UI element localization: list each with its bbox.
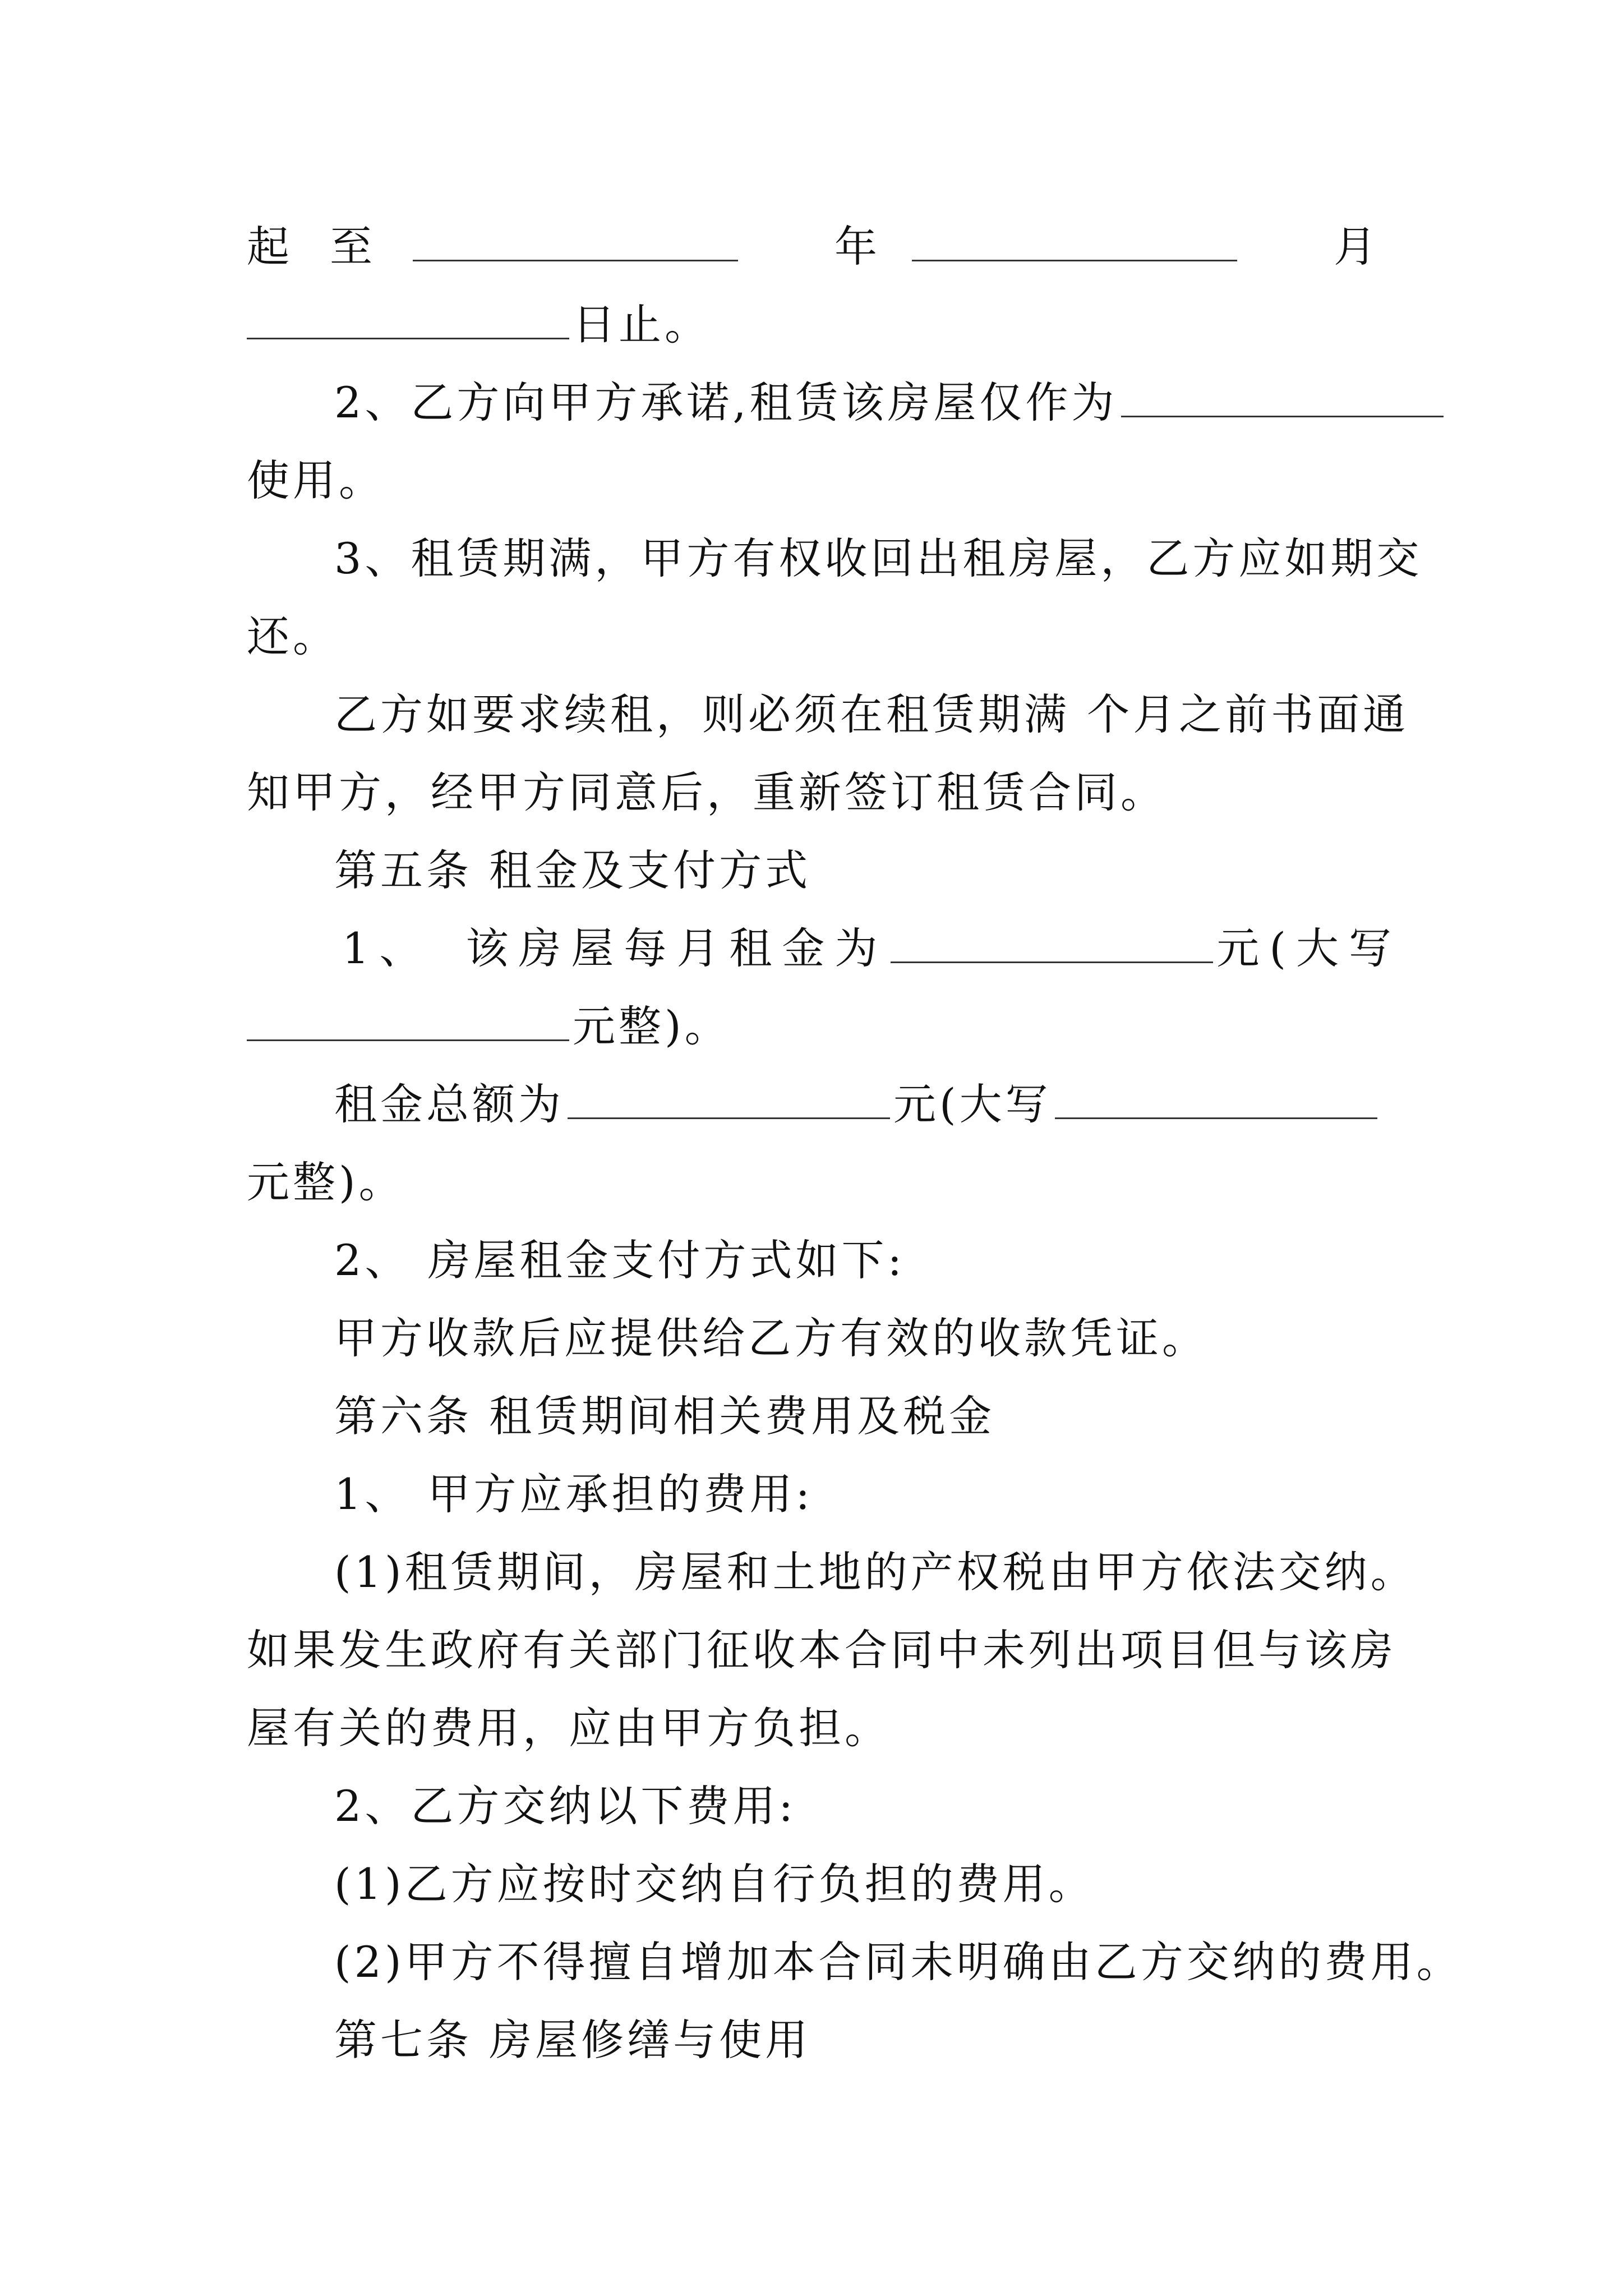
total-rent-text: 租金总额为 [334, 1079, 564, 1129]
monthly-rent-uppercase-line [247, 987, 1380, 1065]
government-fees-text: 如果发生政府有关部门征收本合同中未列出项目但与该房 [247, 1625, 1396, 1675]
monthly-rent-tail: 元(大写 [1216, 923, 1402, 973]
text-month: 月 [1334, 222, 1380, 272]
text-qi: 起 [247, 222, 293, 272]
document-body [247, 208, 1463, 2079]
party-a-fees-line [247, 1455, 1380, 1533]
usage-promise-line [247, 364, 1380, 441]
usage-blank [1121, 399, 1444, 417]
renewal-cont-text: 知甲方，经甲方同意后，重新签订租赁合同。 [247, 767, 1166, 817]
government-fees-line [247, 1611, 1396, 1689]
renewal-line [247, 675, 1409, 753]
article-six-title: 第六条 租赁期间相关费用及税金 [334, 1391, 995, 1441]
receipt-line [247, 1299, 1380, 1377]
text-zhi: 至 [330, 222, 376, 272]
total-rent-line [247, 1065, 1380, 1143]
payment-method-line [247, 1221, 1380, 1299]
monthly-rent-uppercase-blank [247, 1023, 569, 1041]
year-segment [834, 208, 1241, 286]
government-fees-cont-line [247, 1689, 1380, 1767]
article-five-title: 第五条 租金及支付方式 [334, 845, 811, 895]
receipt-text: 甲方收款后应提供给乙方有效的收款凭证。 [334, 1313, 1208, 1363]
party-b-fee-item-1 [247, 1845, 1380, 1923]
government-fees-cont-text: 屋有关的费用，应由甲方负担。 [247, 1703, 891, 1753]
lease-period-line [247, 208, 1380, 286]
clause-return-line [247, 519, 1423, 597]
lease-period-start-segment [247, 208, 741, 286]
party-b-fee-item-1-text: (1)乙方应按时交纳自行负担的费用。 [334, 1859, 1095, 1909]
year-blank [413, 243, 738, 261]
party-b-fees-line [247, 1767, 1380, 1845]
month-segment [1334, 208, 1380, 286]
month-blank [912, 243, 1237, 261]
total-rent-end-text: 元整)。 [247, 1157, 405, 1207]
article-seven-heading [247, 2001, 1380, 2079]
total-rent-mid: 元(大写 [893, 1079, 1052, 1129]
party-b-fee-item-2-text: (2)甲方不得擅自增加本合同未明确由乙方交纳的费用。 [334, 1937, 1463, 1987]
monthly-rent-uppercase-tail: 元整)。 [573, 1001, 731, 1051]
property-tax-text: (1)租赁期间，房屋和土地的产权税由甲方依法交纳。 [334, 1547, 1417, 1597]
article-six-heading [247, 1377, 1380, 1455]
lease-end-line [247, 286, 1380, 364]
party-b-fee-item-2 [247, 1923, 1463, 2001]
party-a-fees-text: 1、 甲方应承担的费用: [334, 1469, 814, 1519]
property-tax-line [247, 1533, 1417, 1611]
party-b-fees-text: 2、乙方交纳以下费用: [334, 1781, 796, 1831]
renewal-cont-line [247, 753, 1380, 831]
total-rent-blank [568, 1101, 890, 1119]
usage-end-line [247, 441, 1380, 519]
clause-return-cont-line [247, 597, 1380, 675]
monthly-rent-number: 1、 [342, 923, 432, 973]
total-rent-end-line [247, 1143, 1380, 1221]
article-five-heading [247, 831, 1380, 909]
day-blank [247, 321, 569, 339]
usage-promise-text: 2、乙方向甲方承诺,租赁该房屋仅作为 [334, 378, 1118, 427]
clause-return-text: 3、租赁期满，甲方有权收回出租房屋，乙方应如期交 [334, 533, 1423, 583]
clause-return-cont-text: 还。 [247, 611, 339, 661]
monthly-rent-line [247, 909, 1402, 987]
text-year: 年 [834, 222, 880, 272]
total-rent-uppercase-blank [1055, 1101, 1377, 1119]
article-seven-title: 第七条 房屋修缮与使用 [334, 2015, 811, 2065]
payment-method-text: 2、 房屋租金支付方式如下: [334, 1235, 906, 1285]
usage-end-text: 使用。 [247, 455, 385, 505]
monthly-rent-text: 该房屋每月租金为 [465, 923, 888, 973]
renewal-text: 乙方如要求续租，则必须在租赁期满 个月之前书面通 [334, 689, 1409, 739]
monthly-rent-blank [891, 945, 1213, 963]
end-day-text: 日止。 [573, 300, 711, 349]
